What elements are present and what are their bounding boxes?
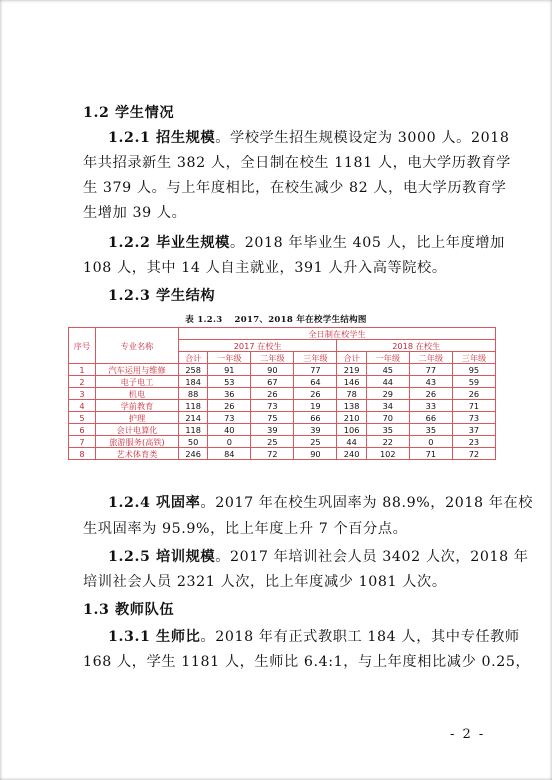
cell-value: 77: [294, 364, 337, 376]
cell-value: 106: [337, 424, 366, 436]
cell-value: 95: [452, 364, 495, 376]
table-body: [69, 364, 496, 460]
para-1-2-1-line-1-text: 。学校学生招生规模设定为 3000 人。2018: [215, 130, 510, 146]
cell-value: 71: [452, 400, 495, 412]
cell-value: 0: [409, 436, 452, 448]
para-1-2-1-line-1: [108, 129, 510, 147]
cell-value: 67: [251, 376, 294, 388]
header-fulltime-students: 全日制在校学生: [179, 328, 496, 340]
cell-value: 23: [452, 436, 495, 448]
cell-value: 78: [337, 388, 366, 400]
cell-value: 240: [337, 448, 366, 460]
section-1-2-3-heading: 1.2.3 学生结构: [108, 288, 216, 304]
cell-seq: 1: [69, 364, 96, 376]
table-row: [69, 448, 496, 460]
cell-value: 33: [409, 400, 452, 412]
table-row: [69, 412, 496, 424]
cell-value: 72: [452, 448, 495, 460]
cell-value: 44: [366, 376, 409, 388]
table-row: [69, 376, 496, 388]
subheader-2018-grade1: 一年级: [366, 352, 409, 364]
table-row: [69, 436, 496, 448]
cell-seq: 5: [69, 412, 96, 424]
cell-value: 102: [366, 448, 409, 460]
table-caption: 表 1.2.3 2017、2018 年在校学生结构图: [185, 315, 367, 325]
cell-value: 146: [337, 376, 366, 388]
cell-value: 77: [409, 364, 452, 376]
cell-value: 43: [409, 376, 452, 388]
cell-major-name: 电子电工: [96, 376, 179, 388]
para-1-2-5-line-2: 培训社会人员 2321 人次，比上年度减少 1081 人次。: [83, 574, 447, 590]
cell-value: 73: [208, 412, 251, 424]
cell-major-name: 汽车运用与维修: [96, 364, 179, 376]
cell-seq: 3: [69, 388, 96, 400]
cell-value: 45: [366, 364, 409, 376]
cell-value: 35: [366, 424, 409, 436]
para-1-2-5-label: 1.2.5 培训规模: [108, 549, 216, 565]
para-1-2-2-line-1-text: 。2018 年毕业生 405 人，比上年度增加: [229, 235, 505, 251]
cell-value: 40: [208, 424, 251, 436]
cell-value: 26: [208, 400, 251, 412]
para-1-2-2-line-1: [108, 234, 505, 252]
para-1-2-4-line-1: [108, 494, 534, 512]
para-1-2-4-line-2: 生巩固率为 95.9%，比上年度上升 7 个百分点。: [83, 521, 408, 537]
cell-value: 214: [179, 412, 208, 424]
subheader-2017-grade1: 一年级: [208, 352, 251, 364]
cell-value: 34: [366, 400, 409, 412]
cell-value: 39: [251, 424, 294, 436]
cell-major-name: 艺术体育类: [96, 448, 179, 460]
table-row: [69, 364, 496, 376]
cell-value: 75: [251, 412, 294, 424]
cell-value: 53: [208, 376, 251, 388]
cell-value: 37: [452, 424, 495, 436]
header-2018: 2018 在校生: [337, 340, 496, 352]
para-1-2-1-line-4: 生增加 39 人。: [83, 205, 187, 221]
para-1-2-4-text: 。2017 年在校生巩固率为 88.9%，2018 年在校: [200, 495, 534, 511]
cell-major-name: 学前教育: [96, 400, 179, 412]
cell-value: 64: [294, 376, 337, 388]
cell-value: 66: [409, 412, 452, 424]
header-2017: 2017 在校生: [179, 340, 337, 352]
section-1-2-heading: 1.2 学生情况: [83, 105, 175, 121]
para-1-2-5-text: 。2017 年培训社会人员 3402 人次，2018 年: [215, 549, 529, 565]
cell-seq: 4: [69, 400, 96, 412]
cell-value: 138: [337, 400, 366, 412]
para-1-3-1-line-2: 168 人，学生 1181 人，生师比 6.4:1，与上年度相比减少 0.25，: [83, 654, 531, 670]
cell-value: 73: [452, 412, 495, 424]
cell-value: 59: [452, 376, 495, 388]
cell-seq: 6: [69, 424, 96, 436]
cell-value: 90: [251, 364, 294, 376]
cell-major-name: 机电: [96, 388, 179, 400]
cell-major-name: 会计电算化: [96, 424, 179, 436]
table-row: [69, 388, 496, 400]
cell-value: 91: [208, 364, 251, 376]
cell-value: 246: [179, 448, 208, 460]
cell-value: 25: [294, 436, 337, 448]
col-header-seq: 序号: [69, 328, 96, 364]
para-1-2-5-line-1: [108, 548, 529, 566]
cell-major-name: 旅游服务(高铁): [96, 436, 179, 448]
col-header-major: 专业名称: [96, 328, 179, 364]
para-1-3-1-line-1: [108, 628, 520, 646]
para-1-2-1-line-1-label: 1.2.1 招生规模: [108, 130, 216, 146]
cell-value: 73: [251, 400, 294, 412]
cell-value: 72: [251, 448, 294, 460]
subheader-2018-grade2: 二年级: [409, 352, 452, 364]
cell-value: 90: [294, 448, 337, 460]
para-1-2-1-line-2: 年共招录新生 382 人，全日制在校生 1181 人，电大学历教育学: [83, 155, 511, 171]
cell-value: 0: [208, 436, 251, 448]
cell-major-name: 护理: [96, 412, 179, 424]
para-1-2-2-line-1-label: 1.2.2 毕业生规模: [108, 235, 230, 251]
cell-value: 184: [179, 376, 208, 388]
table-row: [69, 400, 496, 412]
section-1-3-heading: 1.3 教师队伍: [83, 602, 175, 618]
cell-value: 19: [294, 400, 337, 412]
cell-value: 44: [337, 436, 366, 448]
cell-seq: 7: [69, 436, 96, 448]
para-1-3-1-label: 1.3.1 生师比: [108, 629, 201, 645]
cell-value: 22: [366, 436, 409, 448]
cell-value: 35: [409, 424, 452, 436]
cell-value: 26: [251, 388, 294, 400]
subheader-2018-grade3: 三年级: [452, 352, 495, 364]
cell-value: 118: [179, 424, 208, 436]
para-1-2-2-line-2: 108 人，其中 14 人自主就业，391 人升入高等院校。: [83, 260, 447, 276]
cell-value: 36: [208, 388, 251, 400]
para-1-2-4-label: 1.2.4 巩固率: [108, 495, 201, 511]
cell-value: 26: [452, 388, 495, 400]
student-structure-table: [68, 327, 496, 460]
cell-value: 26: [294, 388, 337, 400]
subheader-2017-grade2: 二年级: [251, 352, 294, 364]
cell-value: 219: [337, 364, 366, 376]
cell-value: 88: [179, 388, 208, 400]
cell-seq: 2: [69, 376, 96, 388]
subheader-2017-grade3: 三年级: [294, 352, 337, 364]
cell-value: 66: [294, 412, 337, 424]
para-1-3-1-text: 。2018 年有正式教职工 184 人，其中专任教师: [200, 629, 520, 645]
cell-value: 26: [409, 388, 452, 400]
cell-value: 118: [179, 400, 208, 412]
cell-value: 39: [294, 424, 337, 436]
cell-value: 29: [366, 388, 409, 400]
cell-value: 84: [208, 448, 251, 460]
cell-value: 25: [251, 436, 294, 448]
cell-seq: 8: [69, 448, 96, 460]
cell-value: 258: [179, 364, 208, 376]
subheader-2017-total: 合计: [179, 352, 208, 364]
para-1-2-1-line-3: 生 379 人。与上年度相比，在校生减少 82 人，电大学历教育学: [83, 180, 507, 196]
cell-value: 50: [179, 436, 208, 448]
page-number: - 2 -: [450, 727, 486, 742]
cell-value: 70: [366, 412, 409, 424]
subheader-2018-total: 合计: [337, 352, 366, 364]
table-row: [69, 424, 496, 436]
cell-value: 71: [409, 448, 452, 460]
cell-value: 210: [337, 412, 366, 424]
